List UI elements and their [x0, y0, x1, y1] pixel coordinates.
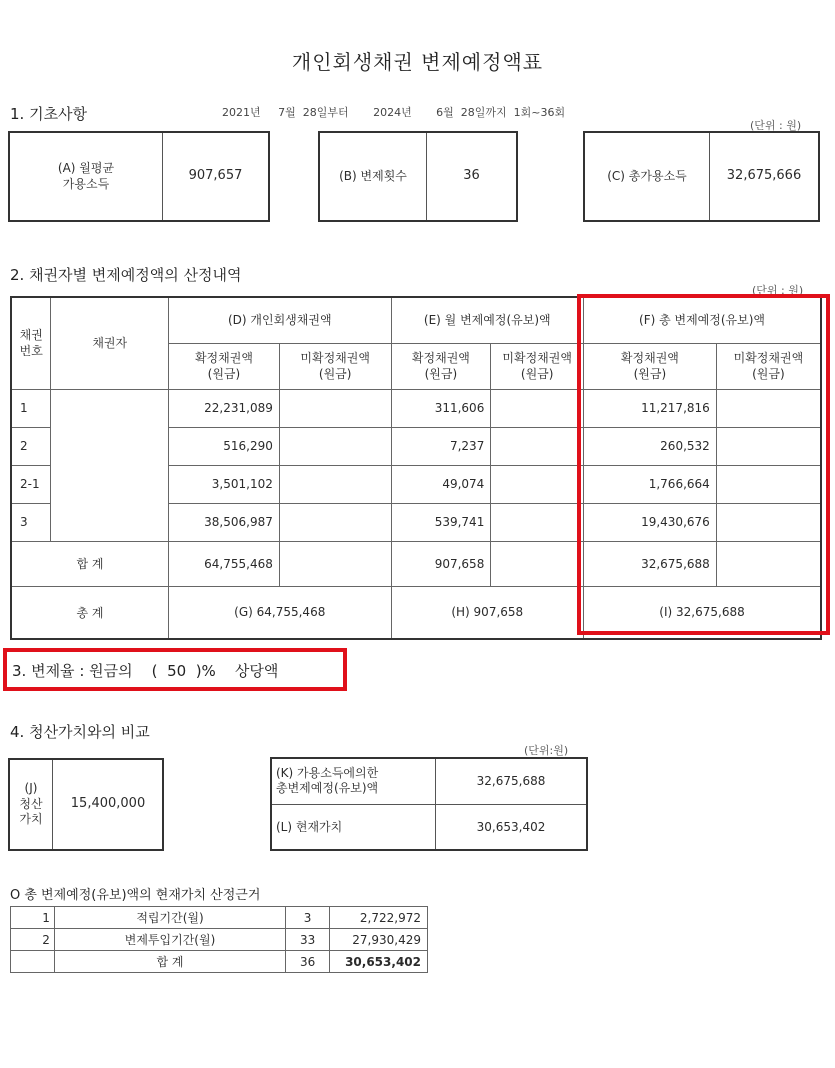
row-e: 49,074: [391, 465, 491, 503]
box-j-label: (J) 청산 가치: [19, 781, 43, 827]
box-a-value: 907,657: [188, 168, 243, 184]
section2-unit: (단위 : 원): [752, 284, 804, 297]
section5-heading: O 총 변제예정(유보)액의 현재가치 산정근거: [10, 888, 261, 903]
pv-total-label: 합 계: [54, 951, 285, 973]
col-no-header: 채권 번호: [11, 297, 51, 389]
pv-row-no: 1: [11, 907, 55, 929]
pv-total-months: 36: [286, 951, 330, 973]
d-confirmed-header: 확정채권액 (원금): [169, 343, 280, 389]
row-no: 2: [11, 427, 51, 465]
comparison-table: [270, 757, 588, 851]
row-e: 7,237: [391, 427, 491, 465]
box-c-value: 32,675,666: [726, 168, 802, 184]
repayment-rate-text: 3. 변제율 : 원금의 ( 50 )% 상당액: [12, 662, 279, 680]
row-e: 539,741: [391, 503, 491, 541]
box-c-label: (C) 총가용소득: [607, 168, 687, 183]
row-e-unconfirmed: [491, 389, 584, 427]
group-e-header: (E) 월 변제예정(유보)액: [391, 297, 584, 343]
row-d-unconfirmed: [279, 465, 391, 503]
row-f: 260,532: [584, 427, 717, 465]
row-e-unconfirmed: [491, 465, 584, 503]
subtotal-d-unconfirmed: [279, 541, 391, 586]
section2-heading: 2. 채권자별 변제예정액의 산정내역: [10, 266, 242, 284]
row-f: 11,217,816: [584, 389, 717, 427]
page-title: 개인회생채권 변제예정액표: [291, 50, 544, 74]
e-confirmed-header: 확정채권액 (원금): [391, 343, 491, 389]
box-a-label: (A) 월평균 가용소득: [57, 160, 115, 191]
creditor-cell: [51, 389, 169, 541]
row-d-unconfirmed: [279, 427, 391, 465]
highlight-f-column: [577, 294, 830, 635]
subtotal-e-unconfirmed: [491, 541, 584, 586]
f-confirmed-header: 확정채권액 (원금): [584, 343, 717, 389]
total-label: 총 계: [11, 586, 169, 639]
row-f: 1,766,664: [584, 465, 717, 503]
pv-row-label: 변제투입기간(월): [54, 929, 285, 951]
col-creditor-header: 채권자: [51, 297, 169, 389]
l-label: (L) 현재가치: [271, 804, 436, 850]
row-no: 2-1: [11, 465, 51, 503]
row-d-unconfirmed: [279, 389, 391, 427]
total-g: (G) 64,755,468: [169, 586, 391, 639]
box-b-value: 36: [463, 168, 480, 184]
section1-heading: 1. 기초사항: [10, 105, 88, 123]
present-value-table: [10, 906, 428, 973]
subtotal-label: 합 계: [11, 541, 169, 586]
pv-row-label: 적립기간(월): [54, 907, 285, 929]
l-value: 30,653,402: [436, 804, 588, 850]
row-e-unconfirmed: [491, 427, 584, 465]
table-row: [11, 907, 428, 929]
row-no: 3: [11, 503, 51, 541]
d-unconfirmed-header: 미확정채권액 (원금): [279, 343, 391, 389]
box-b-label: (B) 변제횟수: [339, 168, 407, 183]
k-value: 32,675,688: [436, 758, 588, 804]
box-j: [8, 758, 164, 851]
section4-heading: 4. 청산가치와의 비교: [10, 723, 150, 741]
table-row: [11, 951, 428, 973]
table-row: [11, 929, 428, 951]
row-d: 38,506,987: [169, 503, 280, 541]
box-j-value: 15,400,000: [70, 796, 146, 812]
row-e: 311,606: [391, 389, 491, 427]
box-c: [583, 131, 820, 222]
row-no: 1: [11, 389, 51, 427]
box-a: [8, 131, 270, 222]
group-f-header: (F) 총 변제예정(유보)액: [584, 297, 821, 343]
pv-row-amount: 27,930,429: [330, 929, 428, 951]
total-i: (I) 32,675,688: [584, 586, 821, 639]
subtotal-d: 64,755,468: [169, 541, 280, 586]
row-e-unconfirmed: [491, 503, 584, 541]
group-d-header: (D) 개인회생채권액: [169, 297, 391, 343]
f-unconfirmed-header: 미확정채권액 (원금): [716, 343, 821, 389]
row-d-unconfirmed: [279, 503, 391, 541]
section1-unit: (단위 : 원): [750, 119, 802, 132]
total-h: (H) 907,658: [391, 586, 584, 639]
subtotal-f: 32,675,688: [584, 541, 717, 586]
row-f: 19,430,676: [584, 503, 717, 541]
pv-row-no: 2: [11, 929, 55, 951]
row-d: 516,290: [169, 427, 280, 465]
pv-row-months: 33: [286, 929, 330, 951]
pv-row-months: 3: [286, 907, 330, 929]
pv-total-no: [11, 951, 55, 973]
pv-row-amount: 2,722,972: [330, 907, 428, 929]
period-text: 2021년 7월 28일부터 2024년 6월 28일까지 1회~36회: [222, 106, 566, 119]
e-unconfirmed-header: 미확정채권액 (원금): [491, 343, 584, 389]
box-b: [318, 131, 518, 222]
subtotal-e: 907,658: [391, 541, 491, 586]
pv-total-amount: 30,653,402: [330, 951, 428, 973]
section4-unit: (단위:원): [524, 744, 569, 757]
k-label: (K) 가용소득에의한 총변제예정(유보)액: [271, 758, 436, 804]
row-d: 3,501,102: [169, 465, 280, 503]
row-d: 22,231,089: [169, 389, 280, 427]
